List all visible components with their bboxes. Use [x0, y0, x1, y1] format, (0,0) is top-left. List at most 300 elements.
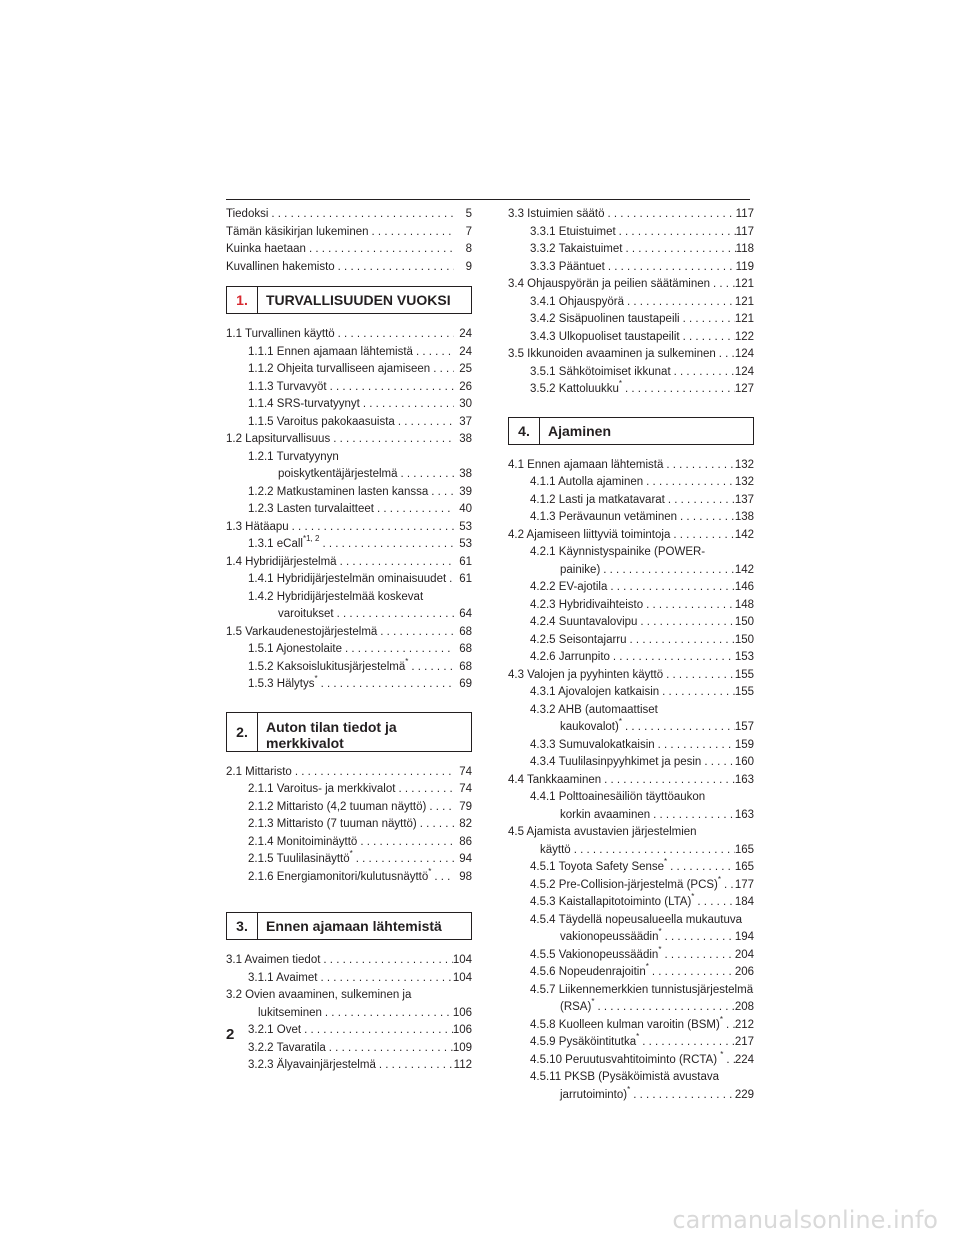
- leader-dots: [413, 344, 454, 362]
- leader-dots: [671, 364, 735, 382]
- toc-entry-label: 1.2.2 Matkustaminen lasten kanssa: [248, 485, 429, 498]
- footnote-marker: *: [664, 857, 668, 866]
- chapter-title: Ajaminen: [548, 422, 612, 439]
- toc-entry[interactable]: [226, 519, 472, 537]
- toc-page-number: 165: [734, 861, 754, 873]
- toc-page-number: 38: [459, 468, 472, 480]
- toc-entry-label: 3.1 Avaimen tiedot: [226, 954, 321, 966]
- leader-dots: [601, 772, 735, 790]
- toc-entry-label: painike): [560, 563, 601, 576]
- toc-subentry[interactable]: [508, 649, 754, 667]
- leader-dots: [716, 346, 735, 364]
- toc-entry[interactable]: [508, 527, 754, 545]
- toc-subentry[interactable]: [508, 474, 754, 492]
- toc-subentry[interactable]: [508, 1034, 754, 1052]
- toc-page-number: 24: [459, 345, 472, 358]
- toc-page-number: 138: [734, 511, 754, 523]
- toc-subentry[interactable]: [508, 944, 754, 965]
- toc-page-number: 124: [734, 365, 754, 378]
- leader-dots: [663, 667, 735, 685]
- toc-entry[interactable]: [508, 772, 754, 790]
- footnote-marker: *: [717, 874, 722, 884]
- leader-dots: [357, 834, 454, 852]
- toc-entry-continuation: [248, 606, 472, 624]
- toc-page-number: 132: [734, 476, 754, 488]
- leader-dots: [665, 492, 735, 510]
- toc-subentry[interactable]: [226, 676, 472, 694]
- toc-subentry[interactable]: [226, 834, 472, 852]
- toc-page-number: 122: [734, 330, 754, 343]
- toc-entry-label: 1.3 Hätäapu: [226, 520, 289, 533]
- toc-page-number: 163: [734, 808, 754, 821]
- toc-entry[interactable]: [508, 206, 754, 224]
- toc-page-number: 121: [734, 278, 754, 290]
- toc-entry-label: 4.2.3 Hybridivaihteisto: [530, 598, 644, 611]
- toc-subentry[interactable]: [508, 789, 754, 824]
- toc-subentry[interactable]: [226, 571, 472, 589]
- toc-entry-label: 3.1.1 Avaimet: [248, 971, 318, 984]
- toc-page-number: 184: [734, 896, 754, 908]
- toc-entry-label: varoitukset: [278, 608, 334, 620]
- leader-dots: [670, 527, 734, 545]
- toc-page-number: 142: [734, 563, 754, 576]
- toc-entry[interactable]: [226, 241, 472, 259]
- toc-entry-label: 3.2 Ovien avaaminen, sulkeminen ja: [226, 989, 412, 1001]
- leader-dots: [622, 241, 735, 259]
- chapter-2-entries: [226, 764, 472, 887]
- leader-dots: [622, 381, 735, 399]
- toc-entry-label: kaukovalot)*: [560, 717, 622, 733]
- leader-dots: [721, 877, 735, 895]
- leader-dots: [395, 414, 454, 432]
- toc-subentry[interactable]: [508, 754, 754, 772]
- chapter-3-heading[interactable]: [226, 912, 472, 940]
- leader-dots: [643, 474, 735, 492]
- footnote-marker: *: [636, 1032, 640, 1041]
- toc-subentry[interactable]: [226, 866, 472, 887]
- toc-entry-label: 4.5.3 Kaistallapitotoiminto (LTA)*: [530, 892, 695, 908]
- toc-entry-label: 4.3.4 Tuulilasinpyyhkimet ja pesin: [530, 756, 702, 768]
- toc-page-number: 121: [734, 295, 754, 308]
- toc-entry-label: 4.2.5 Seisontajarru: [530, 633, 627, 646]
- toc-subentry[interactable]: [508, 381, 754, 399]
- leader-dots: [317, 970, 452, 988]
- leader-dots: [607, 579, 734, 597]
- toc-subentry[interactable]: [226, 851, 472, 869]
- toc-page-number: 68: [459, 625, 472, 638]
- leader-dots: [655, 737, 735, 755]
- toc-subentry[interactable]: [226, 361, 472, 379]
- chapter-1-heading[interactable]: [226, 286, 472, 314]
- leader-dots: [662, 929, 735, 947]
- toc-subentry[interactable]: [226, 1040, 472, 1058]
- toc-page-number: 157: [734, 721, 754, 733]
- toc-entry-label: 2.1 Mittaristo: [226, 765, 292, 778]
- toc-page-number: 142: [734, 528, 754, 541]
- toc-entry-label: 4.5.6 Nopeudenrajoitin*: [530, 962, 649, 978]
- toc-page-number: 86: [459, 835, 472, 848]
- toc-entry-label: 2.1.3 Mittaristo (7 tuuman näyttö): [248, 818, 417, 830]
- toc-subentry[interactable]: [508, 311, 754, 329]
- toc-entry[interactable]: [508, 276, 754, 294]
- toc-entry-label: 3.3.2 Takaistuimet: [530, 243, 623, 255]
- toc-entry-label: 3.4.1 Ohjauspyörä: [530, 295, 624, 308]
- toc-subentry[interactable]: [508, 964, 754, 982]
- leader-dots: [417, 816, 454, 834]
- toc-entry-continuation: [530, 719, 754, 737]
- toc-subentry[interactable]: [508, 874, 754, 895]
- toc-entry-label: 1.5.2 Kaksoislukitusjärjestelmä*: [248, 656, 409, 673]
- toc-entry-label: 4.2 Ajamiseen liittyviä toimintoja: [508, 528, 671, 541]
- footnote-marker: *: [618, 717, 622, 726]
- toc-page-number: 163: [734, 773, 754, 786]
- toc-entry-label: 1.2 Lapsiturvallisuus: [226, 433, 331, 445]
- toc-page-number: 121: [734, 313, 754, 325]
- toc-subentry[interactable]: [508, 737, 754, 755]
- leader-dots: [624, 294, 735, 312]
- leader-dots: [643, 597, 735, 615]
- toc-entry[interactable]: [508, 667, 754, 685]
- toc-subentry[interactable]: [508, 294, 754, 312]
- toc-entry-label: käyttö: [540, 843, 571, 856]
- toc-entry-label: poiskytkentäjärjestelmä: [278, 468, 398, 480]
- leader-dots: [327, 379, 454, 397]
- toc-page-number: 106: [452, 1024, 472, 1036]
- toc-entry-continuation: [530, 1084, 754, 1105]
- toc-page-number: 155: [734, 686, 754, 698]
- toc-page-number: 98: [459, 870, 472, 883]
- leader-dots: [292, 764, 454, 782]
- toc-subentry[interactable]: [508, 632, 754, 650]
- toc-entry-label: 1.4 Hybridijärjestelmä: [226, 555, 337, 568]
- leader-dots: [637, 614, 734, 632]
- leader-dots: [594, 999, 734, 1017]
- toc-page-number: 68: [459, 660, 472, 673]
- toc-page-number: 118: [735, 243, 754, 255]
- toc-subentry[interactable]: [226, 970, 472, 988]
- toc-subentry[interactable]: [508, 492, 754, 510]
- leader-dots: [639, 1034, 735, 1052]
- toc-entry-label: lukitseminen: [258, 1006, 322, 1019]
- toc-entry-label: 1.2.1 Turvatyynyn: [248, 450, 339, 463]
- toc-entry-label: 4.3 Valojen ja pyyhinten käyttö: [508, 668, 664, 681]
- toc-page-number: 30: [459, 398, 472, 410]
- toc-subentry[interactable]: [508, 684, 754, 702]
- leader-dots: [600, 562, 735, 580]
- leader-dots: [663, 457, 734, 475]
- toc-left-column: [226, 206, 472, 1075]
- toc-entry-label: Tiedoksi: [226, 208, 269, 220]
- toc-entry-label: 1.4.2 Hybridijärjestelmää koskevat: [248, 590, 424, 603]
- toc-entry-label: 4.5.7 Liikennemerkkien tunnistusjärjestelmä: [530, 983, 754, 996]
- toc-page-number: 61: [459, 555, 472, 568]
- toc-page-number: 5: [465, 208, 472, 220]
- toc-entry[interactable]: [508, 457, 754, 475]
- toc-subentry[interactable]: [226, 379, 472, 397]
- toc-entry[interactable]: [226, 952, 472, 970]
- leader-dots: [322, 1005, 453, 1023]
- toc-subentry[interactable]: [226, 799, 472, 817]
- chapter-4-entries: [508, 457, 754, 1105]
- toc-page-number: 24: [459, 328, 472, 340]
- toc-page-number: 119: [735, 260, 754, 273]
- toc-subentry[interactable]: [508, 329, 754, 347]
- toc-entry-label: 1.1.3 Turvavyöt: [248, 380, 327, 393]
- leader-dots: [659, 684, 735, 702]
- toc-page-number: 109: [452, 1041, 472, 1054]
- toc-entry-label: 4.3.1 Ajovalojen katkaisin: [530, 686, 660, 698]
- toc-entry[interactable]: [508, 346, 754, 364]
- chapter-title: TURVALLISUUDEN VUOKSI: [266, 292, 451, 308]
- leader-dots: [330, 431, 454, 449]
- toc-entry-label: 3.4.3 Ulkopuoliset taustapeilit: [530, 330, 680, 343]
- footnote-marker: *: [645, 962, 649, 971]
- leader-dots: [677, 509, 735, 527]
- toc-page-number: 155: [734, 668, 754, 681]
- toc-page-number: 224: [734, 1053, 754, 1066]
- toc-entry-label: 1.1.2 Ohjeita turvalliseen ajamiseen: [248, 363, 431, 375]
- toc-entry-label: 4.3.3 Sumuvalokatkaisin: [530, 738, 655, 751]
- toc-entry-label: 1.5.1 Ajonestolaite: [248, 643, 342, 655]
- toc-entry-label: 2.1.5 Tuulilasinäyttö*: [248, 849, 353, 865]
- toc-entry-continuation: [248, 466, 472, 484]
- toc-entry[interactable]: [226, 554, 472, 572]
- toc-subentry[interactable]: [226, 449, 472, 484]
- footnote-marker: *1, 2: [302, 534, 320, 543]
- toc-page-number: 69: [459, 678, 472, 690]
- toc-page-number: 165: [734, 843, 754, 856]
- toc-subentry[interactable]: [508, 614, 754, 632]
- leader-dots: [376, 1057, 454, 1075]
- leader-dots: [680, 311, 735, 329]
- toc-subentry[interactable]: [226, 641, 472, 659]
- toc-page-number: 127: [734, 383, 754, 395]
- toc-page-number: 212: [734, 1018, 754, 1031]
- toc-subentry[interactable]: [508, 579, 754, 597]
- toc-entry-label: 4.5 Ajamista avustavien järjestelmien: [508, 826, 697, 838]
- toc-entry-label: vakionopeussäädin*: [560, 927, 662, 943]
- toc-entry-label: 4.3.2 AHB (automaattiset: [530, 703, 658, 716]
- leader-dots: [268, 206, 454, 224]
- toc-subentry[interactable]: [508, 259, 754, 277]
- toc-entry-label: 3.4.2 Sisäpuolinen taustapeili: [530, 313, 680, 325]
- toc-subentry[interactable]: [508, 597, 754, 615]
- leader-dots: [398, 466, 454, 484]
- chapter-3-continued-entries: [508, 206, 754, 399]
- toc-page-number: 150: [734, 616, 754, 628]
- toc-subentry[interactable]: [226, 816, 472, 834]
- toc-page-number: 160: [734, 756, 754, 768]
- toc-entry-label: 3.2.1 Ovet: [248, 1024, 302, 1036]
- leader-dots: [320, 952, 452, 970]
- toc-entry-continuation: [226, 1005, 472, 1023]
- toc-subentry[interactable]: [508, 702, 754, 737]
- leader-dots: [428, 484, 454, 502]
- toc-subentry[interactable]: [226, 1057, 472, 1075]
- toc-subentry[interactable]: [508, 241, 754, 259]
- toc-subentry[interactable]: [508, 859, 754, 877]
- leader-dots: [306, 241, 454, 259]
- toc-subentry[interactable]: [226, 344, 472, 362]
- toc-page-number: 9: [465, 260, 472, 273]
- leader-dots: [326, 1040, 453, 1058]
- toc-subentry[interactable]: [226, 536, 472, 554]
- chapter-number: 2.: [227, 713, 258, 751]
- chapter-3-entries: [226, 952, 472, 1075]
- toc-page-number: 64: [459, 608, 472, 620]
- toc-entry-label: 2.1.6 Energiamonitori/kulutusnäyttö*: [248, 866, 432, 883]
- leader-dots: [369, 224, 454, 242]
- toc-entry-label: 1.2.3 Lasten turvalaitteet: [248, 503, 374, 515]
- toc-subentry[interactable]: [226, 781, 472, 799]
- toc-page-number: 117: [735, 225, 754, 238]
- toc-entry[interactable]: [226, 259, 472, 277]
- toc-entry-label: 1.5.3 Hälytys*: [248, 674, 318, 690]
- toc-page-number: 204: [734, 948, 754, 961]
- toc-entry-label: Kuinka haetaan: [226, 243, 306, 255]
- toc-page-number: 106: [452, 1006, 472, 1019]
- toc-page-number: 38: [459, 433, 472, 445]
- toc-entry-label: 4.2.1 Käynnistyspainike (POWER-: [530, 546, 706, 558]
- toc-entry-label: 3.5.2 Kattoluukku*: [530, 379, 622, 395]
- front-matter-list: [226, 206, 472, 276]
- toc-page-number: 74: [459, 765, 472, 778]
- toc-page-number: 94: [459, 853, 472, 865]
- toc-entry-label: Kuvallinen hakemisto: [226, 260, 335, 273]
- toc-entry-label: 4.1.1 Autolla ajaminen: [530, 476, 644, 488]
- toc-entry-label: 4.1.3 Perävaunun vetäminen: [530, 511, 678, 523]
- toc-page-number: 82: [459, 818, 472, 830]
- leader-dots: [650, 807, 735, 825]
- toc-entry-label: 4.4 Tankkaaminen: [508, 773, 602, 786]
- toc-subentry[interactable]: [226, 1022, 472, 1040]
- toc-entry-label: 1.1.4 SRS-turvatyynyt: [248, 398, 360, 410]
- toc-page-number: 37: [459, 415, 472, 428]
- watermark: carmanualsonline.info: [672, 1206, 938, 1234]
- toc-page-number: 146: [734, 581, 754, 593]
- leader-dots: [408, 659, 454, 677]
- toc-page-number: 153: [734, 651, 754, 663]
- toc-subentry[interactable]: [508, 224, 754, 242]
- leader-dots: [680, 329, 735, 347]
- footnote-marker: *: [405, 656, 409, 666]
- toc-entry-label: 2.1.4 Monitoiminäyttö: [248, 835, 358, 848]
- leader-dots: [342, 641, 454, 659]
- toc-entry-label: jarrutoiminto)*: [560, 1084, 631, 1101]
- chapter-title-line: Auton tilan tiedot ja: [266, 718, 397, 735]
- leader-dots: [335, 326, 454, 344]
- toc-page-number: 177: [734, 878, 754, 891]
- toc-subentry[interactable]: [226, 656, 472, 677]
- leader-dots: [318, 676, 454, 694]
- leader-dots: [630, 1087, 735, 1105]
- toc-subentry[interactable]: [508, 1069, 754, 1104]
- toc-subentry[interactable]: [508, 364, 754, 382]
- footnote-marker: *: [627, 1084, 631, 1094]
- toc-page-number: 79: [459, 800, 472, 813]
- toc-subentry[interactable]: [226, 484, 472, 502]
- footnote-marker: *: [719, 1014, 723, 1024]
- toc-entry[interactable]: [508, 824, 754, 859]
- footnote-marker: *: [428, 866, 432, 876]
- toc-entry-label: 4.5.10 Peruutusvahtitoiminto (RCTA) *: [530, 1049, 724, 1066]
- toc-entry-label: 4.5.11 PKSB (Pysäköimistä avustava: [530, 1071, 719, 1083]
- footnote-marker: *: [591, 997, 595, 1006]
- chapter-2-heading[interactable]: [226, 712, 472, 752]
- leader-dots: [723, 1017, 735, 1035]
- toc-entry-label: 1.1 Turvallinen käyttö: [226, 328, 335, 340]
- toc-entry-continuation: [530, 999, 754, 1017]
- toc-entry-continuation: [508, 842, 754, 860]
- leader-dots: [723, 1052, 734, 1070]
- toc-subentry[interactable]: [508, 894, 754, 912]
- toc-subentry[interactable]: [508, 912, 754, 947]
- chapter-number: 4.: [509, 418, 540, 444]
- toc-subentry[interactable]: [508, 1014, 754, 1035]
- toc-subentry[interactable]: [508, 509, 754, 527]
- toc-entry-label: 2.1.1 Varoitus- ja merkkivalot: [248, 783, 396, 795]
- leader-dots: [377, 624, 454, 642]
- footnote-marker: *: [314, 674, 318, 683]
- toc-entry-label: 3.3 Istuimien säätö: [508, 208, 605, 220]
- toc-page-number: 206: [734, 966, 754, 978]
- toc-entry-label: 4.5.4 Täydellä nopeusalueella mukautuva: [530, 913, 743, 926]
- toc-page-number: 104: [452, 954, 472, 966]
- toc-page-number: 229: [734, 1088, 754, 1101]
- toc-subentry[interactable]: [508, 544, 754, 579]
- chapter-4-heading[interactable]: [508, 417, 754, 445]
- leader-dots: [337, 554, 454, 572]
- leader-dots: [610, 649, 735, 667]
- toc-subentry[interactable]: [226, 396, 472, 414]
- leader-dots: [649, 964, 735, 982]
- toc-entry-label: 4.5.2 Pre-Collision-järjestelmä (PCS)*: [530, 874, 722, 891]
- toc-entry-continuation: [530, 929, 754, 947]
- toc-entry[interactable]: [226, 206, 472, 224]
- toc-entry[interactable]: [226, 764, 472, 782]
- toc-entry[interactable]: [226, 624, 472, 642]
- toc-entry-label: 2.1.2 Mittaristo (4,2 tuuman näyttö): [248, 800, 427, 813]
- chapter-1-entries: [226, 326, 472, 694]
- leader-dots: [430, 361, 454, 379]
- chapter-number: 3.: [227, 913, 258, 939]
- toc-page-number: 124: [734, 348, 754, 360]
- leader-dots: [701, 754, 734, 772]
- toc-entry-label: 4.2.6 Jarrunpito: [530, 651, 610, 663]
- toc-subentry[interactable]: [226, 501, 472, 519]
- leader-dots: [334, 606, 454, 624]
- toc-page-number: 74: [459, 783, 472, 795]
- toc-entry-label: 4.2.2 EV-ajotila: [530, 581, 608, 593]
- toc-subentry[interactable]: [508, 1049, 754, 1070]
- toc-subentry[interactable]: [226, 414, 472, 432]
- toc-page-number: 194: [734, 931, 754, 943]
- toc-entry[interactable]: [226, 224, 472, 242]
- toc-entry[interactable]: [226, 987, 472, 1022]
- toc-entry-continuation: [530, 807, 754, 825]
- leader-dots: [395, 781, 454, 799]
- toc-page-number: 104: [452, 971, 472, 984]
- footnote-marker: *: [658, 944, 662, 954]
- toc-subentry[interactable]: [226, 589, 472, 624]
- leader-dots: [431, 869, 454, 887]
- footnote-marker: *: [691, 892, 695, 901]
- chapter-title-line: merkkivalot: [266, 734, 344, 751]
- toc-entry[interactable]: [226, 326, 472, 344]
- toc-page-number: 39: [459, 485, 472, 498]
- toc-subentry[interactable]: [508, 982, 754, 1017]
- toc-entry[interactable]: [226, 431, 472, 449]
